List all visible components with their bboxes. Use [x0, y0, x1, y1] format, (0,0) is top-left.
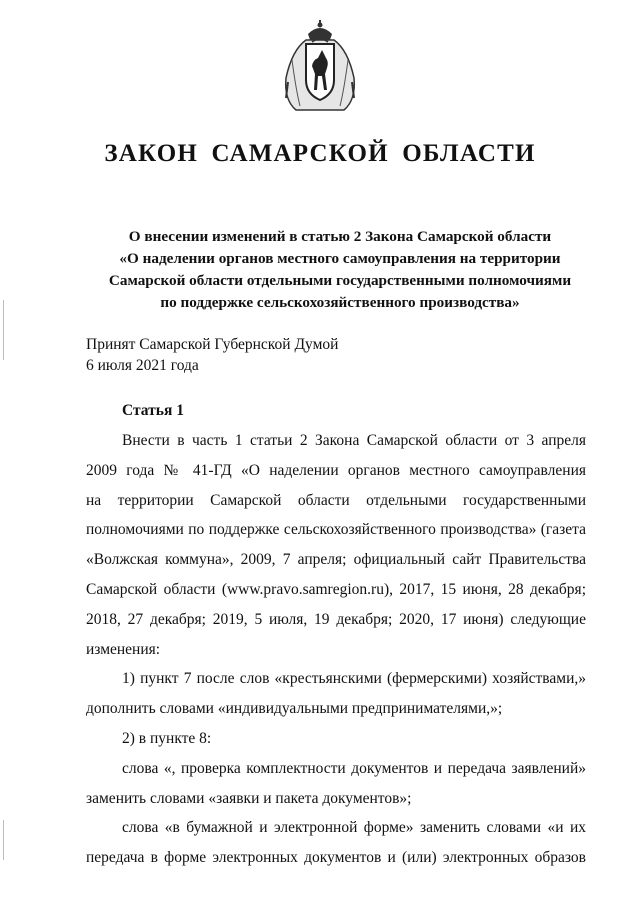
- adopted-by: Принят Самарской Губернской Думой: [86, 336, 339, 353]
- body-line: 1) пункт 7 после слов «крестьянскими (фермерскими) хозяйствами,»: [122, 670, 586, 688]
- scan-margin-line: [3, 300, 4, 360]
- body-line: передача в форме электронных документов и (или) электронных образов: [86, 849, 586, 867]
- body-line: «Волжская коммуна», 2009, 7 апреля; официальный сайт Правительства: [86, 551, 586, 569]
- subject-line: по поддержке сельскохозяйственного производства»: [160, 294, 520, 311]
- body-line: дополнить словами «индивидуальными предпринимателями,»;: [86, 700, 503, 718]
- body-line: слова «, проверка комплектности документов и передача заявлений»: [122, 759, 586, 777]
- adoption-info: [86, 334, 338, 376]
- body-line: слова «в бумажной и электронной форме» заменить словами «и их: [122, 819, 586, 837]
- law-title: ЗАКОН САМАРСКОЙ ОБЛАСТИ: [104, 140, 536, 167]
- law-subject: [90, 226, 590, 314]
- subject-line: О внесении изменений в статью 2 Закона Самарской области: [128, 228, 552, 245]
- subject-line: Самарской области отдельными государственными полномочиями: [108, 272, 572, 289]
- body-line: Самарской области (www.pravo.samregion.ru), 2017, 15 июня, 28 декабря;: [86, 580, 586, 598]
- body-line: изменения:: [86, 640, 161, 658]
- body-line: полномочиями по поддержке сельскохозяйственного производства» (газета: [86, 521, 586, 539]
- body-line: Внести в часть 1 статьи 2 Закона Самарской области от 3 апреля: [122, 432, 586, 449]
- article-heading: Статья 1: [122, 402, 184, 419]
- body-line: на территории Самарской области отдельными государственными: [86, 491, 586, 509]
- scan-margin-line: [3, 820, 4, 860]
- coat-of-arms-emblem: [282, 20, 358, 114]
- adoption-date: 6 июля 2021 года: [86, 357, 199, 374]
- subject-line: «О наделении органов местного самоуправления на территории: [119, 250, 561, 267]
- body-line: 2018, 27 декабря; 2019, 5 июля, 19 декабря; 2020, 17 июня) следующие: [86, 610, 586, 628]
- body-line: 2009 года № 41-ГД «О наделении органов местного самоуправления: [86, 461, 586, 479]
- article-body: [86, 426, 586, 873]
- body-line: 2) в пункте 8:: [122, 729, 212, 747]
- body-line: заменить словами «заявки и пакета документов»;: [86, 789, 412, 807]
